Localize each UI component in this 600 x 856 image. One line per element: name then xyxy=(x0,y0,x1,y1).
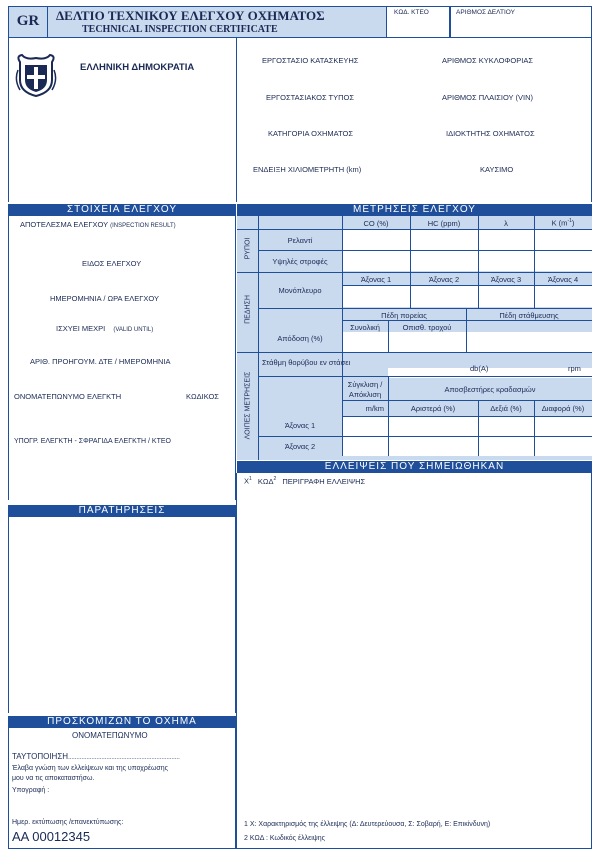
certificate-title: ΔΕΛΤΙΟ ΤΕΧΝΙΚΟΥ ΕΛΕΓΧΟΥ ΟΧΗΜΑΤΟΣ xyxy=(56,8,325,23)
valid-until-en: (VALID UNTIL) xyxy=(113,327,154,333)
field-registration: ΑΡΙΘΜΟΣ ΚΥΚΛΟΦΟΡΙΑΣ xyxy=(442,56,533,65)
print-date-label: Ημερ. εκτύπωσης /επανεκτύπωσης: xyxy=(12,819,124,826)
col-hc: HC (ppm) xyxy=(427,219,461,228)
remarks-frame xyxy=(8,517,236,713)
field-category: ΚΑΤΗΓΟΡΙΑ ΟΧΗΜΑΤΟΣ xyxy=(268,129,354,138)
row-efficiency: Απόδοση (%) xyxy=(277,334,323,343)
inspection-section-bar: ΣΤΟΙΧΕΙΑ ΕΛΕΓΧΟΥ xyxy=(8,204,236,216)
republic-label: ΕΛΛΗΝΙΚΗ ΔΗΜΟΚΡΑΤΙΑ xyxy=(80,62,195,73)
valid-until-label xyxy=(56,324,153,333)
defects-footnote-1: 1 Χ: Χαρακτηρισμός της έλλειψης (Δ: Δευτερεύουσα, Σ: Σοβαρή, Ε: Επικίνδυνη) xyxy=(244,821,491,828)
row-axle2: Άξονας 2 xyxy=(284,442,316,451)
emissions-side-label: ΡΥΠΟΙ xyxy=(244,237,252,260)
col-axle2: Άξονας 2 xyxy=(428,275,460,284)
inspector-code-label: ΚΩΔΙΚΟΣ xyxy=(186,392,219,401)
valid-until-text: ΙΣΧΥΕΙ ΜΕΧΡΙ xyxy=(56,324,106,333)
presenter-id-label: ΤΑΥΤΟΠΟΙΗΣΗ................................................................... xyxy=(12,752,180,761)
row-idle: Ρελαντί xyxy=(287,236,313,245)
other-side-label: ΛΟΙΠΕΣ ΜΕΤΡΗΣΕΙΣ xyxy=(244,371,252,440)
presenter-section-bar: ΠΡΟΣΚΟΜΙΖΩΝ ΤΟ ΟΧΗΜΑ xyxy=(8,716,236,728)
arithmos-deltiou-label: ΑΡΙΘΜΟΣ ΔΕΛΤΙΟΥ xyxy=(456,9,515,16)
defects-frame xyxy=(236,473,592,849)
vehicle-area-divider xyxy=(236,38,237,202)
inspection-result-en: (INSPECTION RESULT) xyxy=(110,223,176,229)
row-noise: Στάθμη θορύβου εν στάσει xyxy=(262,358,351,367)
col-service-brake: Πέδη πορείας xyxy=(381,311,427,320)
field-manufacturer: ΕΡΓΟΣΤΑΣΙΟ ΚΑΤΑΣΚΕΥΗΣ xyxy=(262,56,359,65)
unit-rpm: rpm xyxy=(568,364,581,373)
defects-footnote-2: 2 ΚΩΔ : Κωδικός έλλειψης xyxy=(244,835,326,842)
certificate-subtitle: TECHNICAL INSPECTION CERTIFICATE xyxy=(82,24,278,35)
field-fuel: ΚΑΥΣΙΜΟ xyxy=(480,165,514,174)
brakes-side-label: ΠΕΔΗΣΗ xyxy=(244,295,252,324)
measurements-section-bar: ΜΕΤΡΗΣΕΙΣ ΕΛΕΓΧΟΥ xyxy=(237,204,592,216)
col-diff: Διαφορά (%) xyxy=(541,404,585,413)
gr-label: GR xyxy=(16,13,40,29)
inspection-datetime-label: ΗΜΕΡΟΜΗΝΙΑ / ΩΡΑ ΕΛΕΓΧΟΥ xyxy=(50,294,159,303)
col-convergence: Σύγκλιση / Απόκλιση xyxy=(347,380,383,399)
col-axle4: Άξονας 4 xyxy=(547,275,579,284)
kod-kteo-label: ΚΩΔ. ΚΤΕΟ xyxy=(394,9,429,16)
presenter-name-label: ΟΝΟΜΑΤΕΠΩΝΥΜΟ xyxy=(72,731,148,740)
field-odometer: ΕΝΔΕΙΞΗ ΧΙΛΙΟΜΕΤΡΗΤΗ (km) xyxy=(253,165,362,174)
col-axle3: Άξονας 3 xyxy=(490,275,522,284)
inspection-result-text: ΑΠΟΤΕΛΕΣΜΑ ΕΛΕΓΧΟΥ xyxy=(20,220,109,229)
inspection-result-label xyxy=(20,220,176,229)
presenter-ack-line1: Έλαβα γνώση των ελλείψεων και της υποχρέωσης xyxy=(12,765,168,772)
col-left: Αριστερά (%) xyxy=(410,404,456,413)
col-parking-brake: Πέδη στάθμευσης xyxy=(499,311,559,320)
col-lambda: λ xyxy=(504,219,508,228)
inspector-signature-label: ΥΠΟΓΡ. ΕΛΕΓΚΤΗ - ΣΦΡΑΓΙΔΑ ΕΛΕΓΚΤΗ / ΚΤΕΟ xyxy=(14,438,171,445)
row-imbalance: Μονόπλευρο xyxy=(278,286,322,295)
row-high-rpm: Υψηλές στροφές xyxy=(272,257,328,266)
field-owner: ΙΔΙΟΚΤΗΤΗΣ ΟΧΗΜΑΤΟΣ xyxy=(446,129,535,138)
defects-columns-header: $X^1$ ΚΩΔ$^2$ ΠΕΡΙΓΡΑΦΗ ΕΛΛΕΙΨΗΣ xyxy=(244,476,366,486)
presenter-ack-line2: μου να τις αποκαταστήσω. xyxy=(12,775,95,782)
defects-section-bar: ΕΛΛΕΙΨΕΙΣ ΠΟΥ ΣΗΜΕΙΩΘΗΚΑΝ xyxy=(237,461,592,473)
previous-certificate-label: ΑΡΙΘ. ΠΡΟΗΓΟΥΜ. ΔΤΕ / ΗΜΕΡΟΜΗΝΙΑ xyxy=(30,357,171,366)
inspector-name-label: ΟΝΟΜΑΤΕΠΩΝΥΜΟ ΕΛΕΓΚΤΗ xyxy=(14,392,122,401)
presenter-sign-label: Υπογραφή : xyxy=(12,787,50,794)
remarks-section-bar: ΠΑΡΑΤΗΡΗΣΕΙΣ xyxy=(8,505,236,517)
unit-dba: db(A) xyxy=(470,364,489,373)
field-type: ΕΡΓΟΣΤΑΣΙΑΚΟΣ ΤΥΠΟΣ xyxy=(266,93,355,102)
col-co: CO (%) xyxy=(363,219,389,228)
inspection-kind-label: ΕΙΔΟΣ ΕΛΕΓΧΟΥ xyxy=(82,259,142,268)
col-right: Δεξιά (%) xyxy=(490,404,522,413)
col-k: K $(m^{-1})$ xyxy=(551,218,575,228)
greek-coat-of-arms-icon xyxy=(14,52,58,98)
row-axle1: Άξονας 1 xyxy=(284,421,316,430)
col-mkm: m/km xyxy=(365,404,384,413)
col-axle1: Άξονας 1 xyxy=(360,275,392,284)
col-shock-absorbers: Αποσβεστήρες κραδασμών xyxy=(444,385,536,394)
field-vin: ΑΡΙΘΜΟΣ ΠΛΑΙΣΙΟΥ (VIN) xyxy=(442,93,533,102)
col-total: Συνολική xyxy=(350,323,380,332)
serial-number: ΑΑ 00012345 xyxy=(12,829,91,844)
col-per-wheel: Οπισθ. τροχού xyxy=(402,323,452,332)
